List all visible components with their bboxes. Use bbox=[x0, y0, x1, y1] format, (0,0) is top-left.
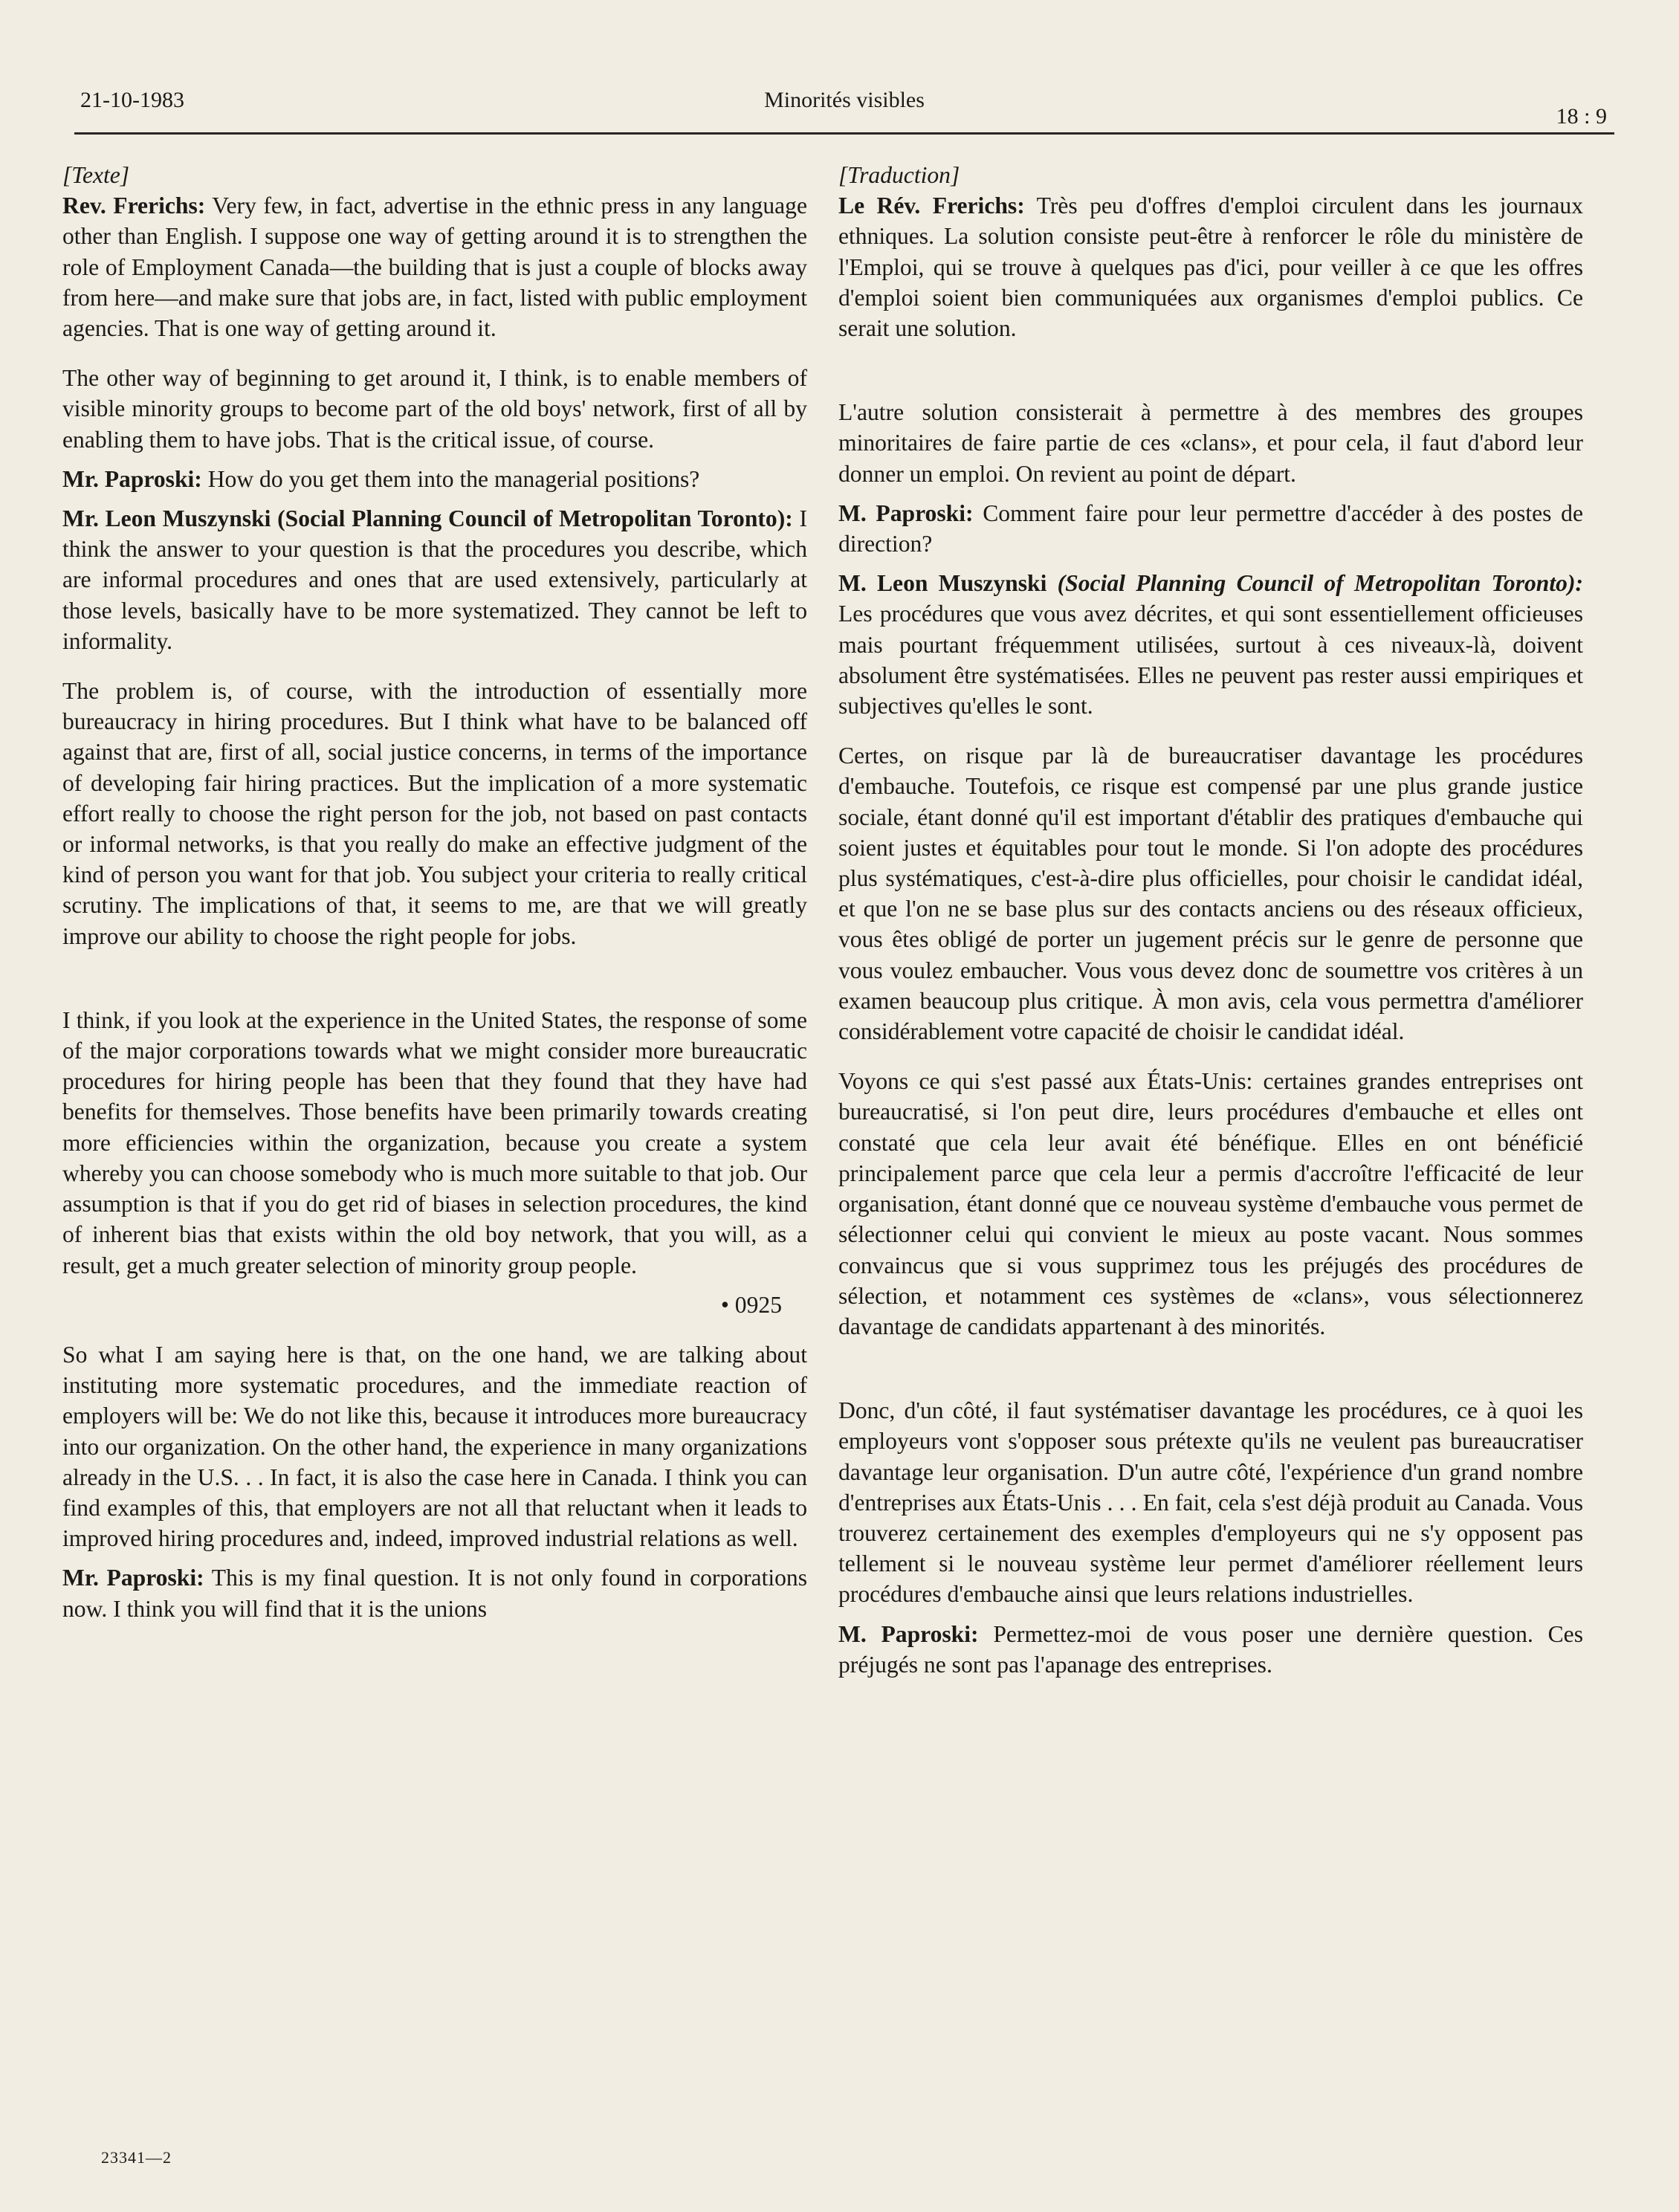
paragraph: Mr. Leon Muszynski (Social Planning Council of Metropolitan Toronto): I think the answer to your question is that the procedures you describe, which are informal procedures and ones that are used extensively, particularly at those levels, basically have to be more systematized. They cannot be left to informality. bbox=[62, 505, 808, 654]
speaker-affiliation: (Social Planning Council of Metropolitan Toronto): bbox=[277, 505, 793, 532]
paragraph: So what I am saying here is that, on the one hand, we are talking about instituting more systematic procedures, and the immediate reaction of employers will be: We do not like this, because it introduces more bureaucracy into our organization. On the other hand, the experience in many organizations already in the U.S. . . In fact, it is also the case here in Canada. I think you can find examples of this, that employers are not all that reluctant when it leads to improved hiring procedures and, indeed, improved industrial relations as well. bbox=[62, 1341, 807, 1552]
page-header bbox=[74, 88, 1614, 135]
speaker-name: Rev. Frerichs: bbox=[62, 193, 206, 219]
header-title: Minorités visibles bbox=[764, 88, 925, 112]
language-tag: [Texte] bbox=[62, 162, 130, 188]
print-code: 23341—2 bbox=[101, 2148, 172, 2167]
paragraph: The problem is, of course, with the introduction of essentially more bureaucracy in hiring procedures. But I think what have to be balanced off against that are, first of all, social justice concerns, in terms of the importance of developing fair hiring practices. But the implication of a more systematic effort really to choose the right person for the job, not based on past contacts or informal networks, is that you really do make an effective judgment of the kind of person you want for that job. You subject your criteria to really critical scrutiny. The implications of that, it seems to me, are that we will greatly improve our ability to choose the right people for jobs. bbox=[62, 678, 807, 949]
speaker-name: Le Rév. Frerichs: bbox=[838, 193, 1025, 219]
french-column bbox=[838, 160, 1583, 1680]
speaker-name: Mr. Paproski: bbox=[62, 1565, 204, 1591]
speaker-name: Mr. Paproski: bbox=[62, 465, 202, 492]
language-tag: [Traduction] bbox=[838, 162, 960, 188]
paragraph: I think, if you look at the experience in the United States, the response of some of the major corporations towards what we might consider more bureaucratic procedures for hiring people has been that they found that they have had benefits for themselves. Those benefits have been primarily towards creating more efficiencies within the organization, because you create a system whereby you can choose somebody who is much more suitable to that job. Our assumption is that if you do get rid of biases in selection procedures, the kind of inherent bias that exists within the old boy network, that you will, as a result, get a much greater selection of minority group people. bbox=[62, 1006, 807, 1278]
paragraph: The other way of beginning to get around it, I think, is to enable members of visible minority groups to become part of the old boys' network, first of all by enabling them to have jobs. That is the critical issue, of course. bbox=[62, 365, 807, 453]
paragraph: M. Leon Muszynski (Social Planning Council of Metropolitan Toronto): Les procédures que vous avez décrites, et qui sont essentiellement officieuses mais pourtant fréquemment utilisées, surtout à ces niveaux-là, doivent absolument être systématisées. Elles ne peuvent pas rester aussi empiriques et subjectives qu'elles le sont. bbox=[838, 570, 1583, 719]
paragraph: L'autre solution consisterait à permettre à des membres des groupes minoritaires de faire partie de ces «clans», et pour cela, il faut d'abord leur donner un emploi. On revient au point de départ. bbox=[838, 399, 1583, 487]
speaker-name: M. Paproski: bbox=[838, 499, 974, 526]
paragraph: Certes, on risque par là de bureaucratiser davantage les procédures d'embauche. Toutefois, ce risque est compensé par une plus grande justice sociale, étant donné qu'il est important d'établir des pratiques d'embauche qui soient justes et équitables pour tout le monde. Si l'on adopte des procédures plus systématiques, c'est-à-dire plus officielles, pour choisir le candidat idéal, et que l'on ne se base plus sur des contacts anciens ou des réseaux officieux, vous êtes obligé de porter un jugement précis sur le genre de personne que vous voulez embaucher. Vous vous devez donc de soumettre vos critères à un examen beaucoup plus critique. À mon avis, cela vous permettra d'améliorer considérablement votre capacité de choisir le candidat idéal. bbox=[838, 743, 1583, 1045]
time-marker: • 0925 bbox=[720, 1291, 782, 1318]
english-column bbox=[62, 160, 807, 1624]
speaker-affiliation: (Social Planning Council of Metropolitan Toronto): bbox=[1057, 570, 1583, 597]
paragraph: Rev. Frerichs: Very few, in fact, advertise in the ethnic press in any language other than English. I suppose one way of getting around it is to strengthen the role of Employment Canada—the building that is just a couple of blocks away from here—and make sure that jobs are, in fact, listed with public employment agencies. That is one way of getting around it. bbox=[62, 193, 807, 342]
paragraph: Mr. Paproski: How do you get them into the managerial positions? bbox=[62, 465, 700, 492]
paragraph: Le Rév. Frerichs: Très peu d'offres d'emploi circulent dans les journaux ethniques. La solution consiste peut-être à renforcer le rôle du ministère de l'Emploi, qui se trouve à quelques pas d'ici, pour veiller à ce que les offres d'emploi soient bien communiquées aux organismes d'emploi publics. Ce serait une solution. bbox=[838, 193, 1584, 342]
header-page-number: 18 : 9 bbox=[1556, 104, 1607, 129]
paragraph: M. Paproski: Comment faire pour leur permettre d'accéder à des postes de direction? bbox=[838, 499, 1584, 557]
paragraph: M. Paproski: Permettez-moi de vous poser une dernière question. Ces préjugés ne sont pas l'apanage des entreprises. bbox=[838, 1620, 1583, 1678]
speaker-name: M. Leon Muszynski bbox=[838, 570, 1047, 597]
paragraph: Voyons ce qui s'est passé aux États-Unis: certaines grandes entreprises ont bureaucratisé, si l'on peut dire, leurs procédures d'embauche et elles ont constaté que cela leur avait été bénéfique. Elles en ont bénéficié principalement parce que cela leur a permis d'accroître l'efficacité de leur organisation, étant donné que ce nouveau système d'embauche vous permet de sélectionner celui qui convient le mieux au poste vacant. Nous sommes convaincus que si vous supprimez tous les préjugés des procédures de sélection, et notamment ces systèmes de «clans», vous sélectionnerez davantage de candidats appartenant à des minorités. bbox=[838, 1068, 1583, 1339]
paragraph: Donc, d'un côté, il faut systématiser davantage les procédures, ce à quoi les employeurs vont s'opposer sous prétexte qu'ils ne veulent pas bureaucratiser davantage leur organisation. D'un autre côté, l'expérience d'un grand nombre d'entreprises aux États-Unis . . . En fait, cela s'est déjà produit au Canada. Vous trouverez certainement des exemples d'employeurs qui ne s'y opposent pas tellement si le nouveau système leur permet d'améliorer réellement leurs procédures d'embauche ainsi que leurs relations industrielles. bbox=[838, 1397, 1583, 1608]
speaker-name: M. Paproski: bbox=[838, 1620, 979, 1647]
header-date: 21-10-1983 bbox=[80, 88, 184, 112]
paragraph: Mr. Paproski: This is my final question. It is not only found in corporations now. I think you will find that it is the unions bbox=[62, 1565, 808, 1622]
speaker-name: Mr. Leon Muszynski bbox=[62, 505, 271, 532]
